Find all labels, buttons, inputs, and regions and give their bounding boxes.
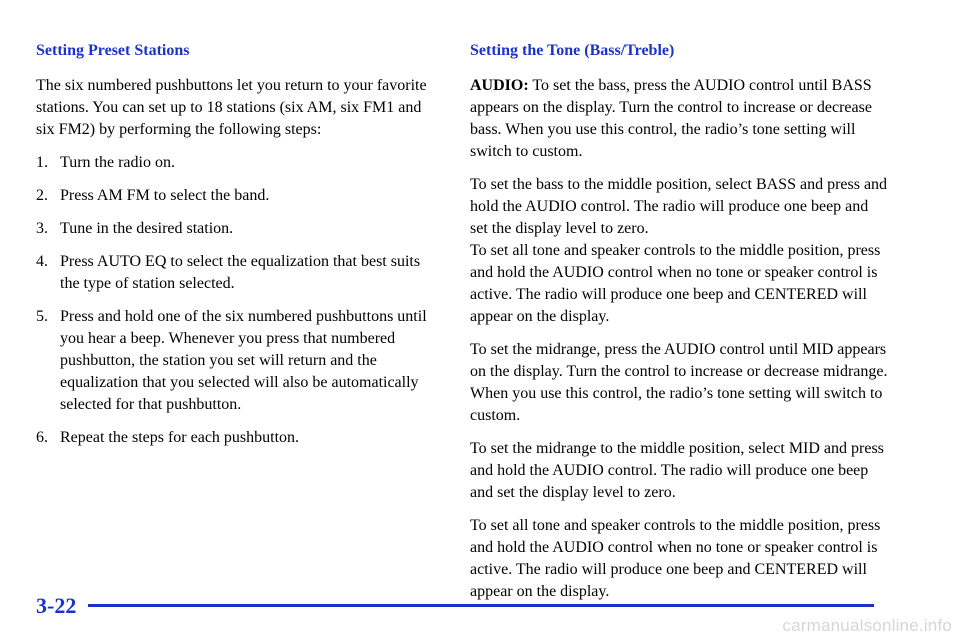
- step-number: 2.: [36, 187, 48, 204]
- step-number: 3.: [36, 220, 48, 237]
- centered-paragraph: To set all tone and speaker controls to the middle position, press and hold the AUDIO control when no tone or speaker control is active. The radio will produce one beep and CENTERED will appear on the display.: [470, 242, 881, 325]
- midrange-middle-paragraph: To set the midrange to the middle position, select MID and press and hold the AUDIO control. The radio will produce one beep and set the display level to zero.: [470, 440, 884, 501]
- step-text: Press AUTO EQ to select the equalization that best suits the type of station selected.: [60, 253, 421, 292]
- step-number: 1.: [36, 154, 48, 171]
- page-number: 3-22: [36, 593, 77, 618]
- audio-paragraph: [470, 75, 890, 163]
- step-number: 5.: [36, 308, 48, 325]
- watermark: carmanualsonline.info: [782, 616, 952, 635]
- list-item: [36, 218, 436, 240]
- step-number: 6.: [36, 429, 48, 446]
- left-column: [36, 40, 436, 460]
- audio-text: To set the bass, press the AUDIO control until BASS appears on the display. Turn the control to increase or decrease bass. When you use this control, the radio’s tone setting will switch to custom.: [470, 77, 872, 160]
- step-number: 4.: [36, 253, 48, 270]
- step-text: Press AM FM to select the band.: [60, 187, 270, 204]
- steps-list: [36, 152, 436, 449]
- step-text: Press and hold one of the six numbered pushbuttons until you hear a beep. Whenever you press that numbered pushbutton, the station you set will return and the equalization that you selected will also be automatically selected for that pushbutton.: [60, 308, 427, 413]
- bass-middle-paragraph: To set the bass to the middle position, select BASS and press and hold the AUDIO control. The radio will produce one beep and set the display level to zero.: [470, 176, 888, 237]
- step-text: Repeat the steps for each pushbutton.: [60, 429, 300, 446]
- section-heading-tone: Setting the Tone (Bass/Treble): [470, 42, 675, 59]
- right-column: [470, 40, 890, 614]
- section-heading-preset-stations: Setting Preset Stations: [36, 42, 190, 59]
- list-item: [36, 427, 436, 449]
- step-text: Tune in the desired station.: [60, 220, 234, 237]
- audio-label: AUDIO:: [470, 77, 529, 94]
- centered-paragraph-2: To set all tone and speaker controls to the middle position, press and hold the AUDIO control when no tone or speaker control is active. The radio will produce one beep and CENTERED will appear on the display.: [470, 517, 881, 600]
- list-item: [36, 185, 436, 207]
- step-text: Turn the radio on.: [60, 154, 175, 171]
- list-item: [36, 152, 436, 174]
- midrange-paragraph: To set the midrange, press the AUDIO control until MID appears on the display. Turn the control to increase or decrease midrange. When you use this control, the radio’s tone setting will switch to custom.: [470, 341, 888, 424]
- intro-paragraph: The six numbered pushbuttons let you return to your favorite stations. You can set up to 18 stations (six AM, six FM1 and six FM2) by performing the following steps:: [36, 77, 427, 138]
- list-item: [36, 251, 436, 295]
- list-item: [36, 306, 436, 416]
- footer-rule: [88, 604, 874, 607]
